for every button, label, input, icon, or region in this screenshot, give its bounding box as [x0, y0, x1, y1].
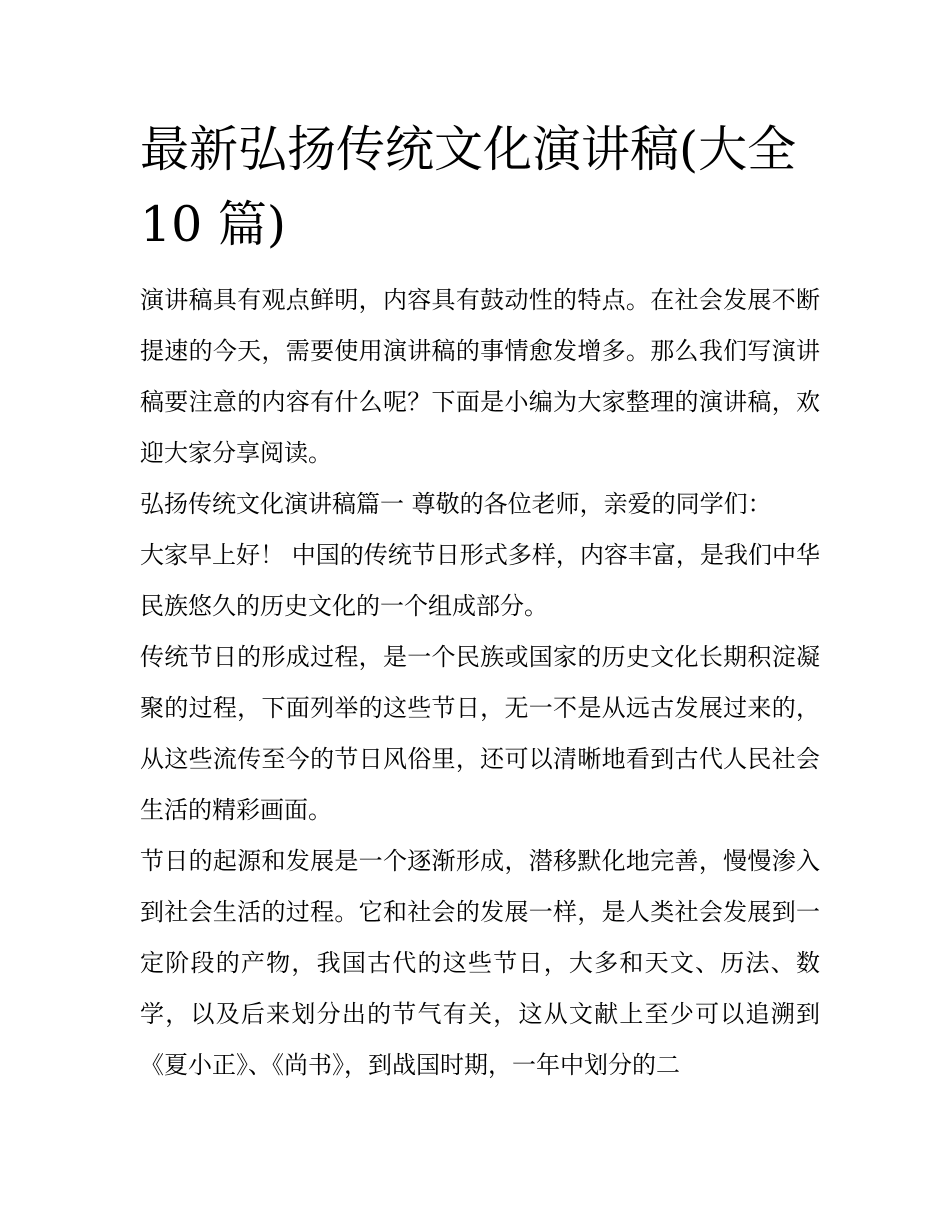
document-title: 最新弘扬传统文化演讲稿(大全 10 篇) — [140, 121, 797, 253]
paragraph-intro: 演讲稿具有观点鲜明，内容具有鼓动性的特点。在社会发展不断提速的今天，需要使用演讲稿的事情愈发增多。那么我们写演讲稿要注意的内容有什么呢？下面是小编为大家整理的演讲稿，欢迎大家分享阅读。 — [140, 286, 820, 467]
paragraph-speech-heading: 弘扬传统文化演讲稿篇一 尊敬的各位老师，亲爱的同学们： — [140, 490, 772, 518]
paragraph-greeting: 大家早上好！ 中国的传统节日形式多样，内容丰富，是我们中华民族悠久的历史文化的一个组成部分。 — [140, 541, 820, 620]
paragraph-origin: 节日的起源和发展是一个逐渐形成，潜移默化地完善，慢慢渗入到社会生活的过程。它和社会的发展一样，是人类社会发展到一定阶段的产物，我国古代的这些节日，大多和天文、历法、数学，以及后来划分出的节气有关，这从文献上至少可以追溯到《夏小正》、《尚书》，到战国时期，一年中划分的二 — [140, 847, 820, 1079]
document-body — [140, 275, 820, 1091]
paragraph-formation: 传统节日的形成过程，是一个民族或国家的历史文化长期积淀凝聚的过程，下面列举的这些节日，无一不是从远古发展过来的，从这些流传至今的节日风俗里，还可以清晰地看到古代人民社会生活的精彩画面。 — [140, 643, 820, 824]
